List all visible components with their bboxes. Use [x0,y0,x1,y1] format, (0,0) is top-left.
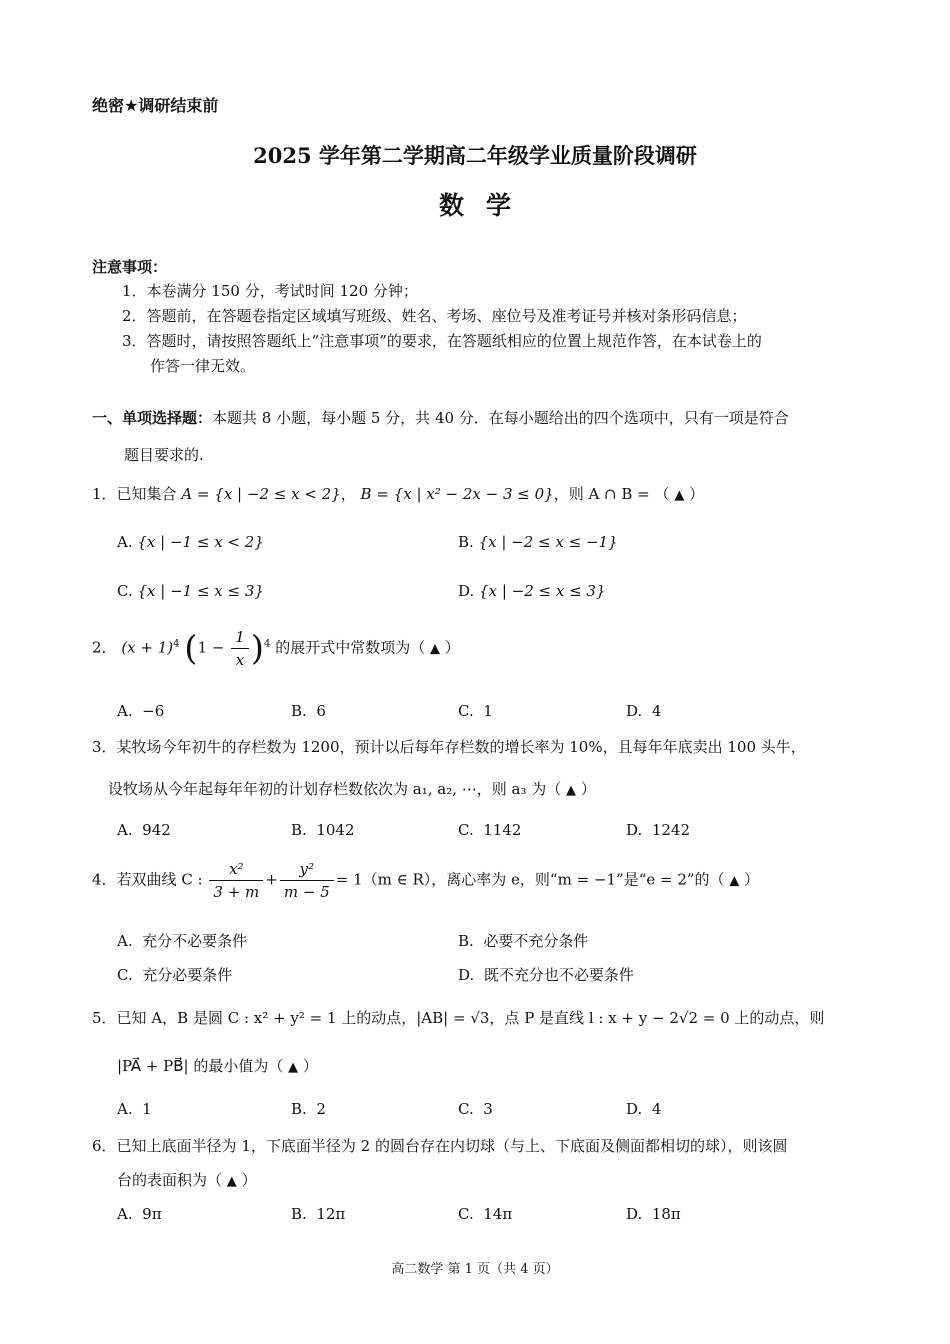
question-3 [92,736,806,757]
q3-number: 3． [92,738,117,756]
notice-item-2: 2．答题前，在答题卷指定区域填写班级、姓名、考场、座位号及准考证号并核对条形码信息； [122,307,747,325]
option-label: C. [458,702,474,720]
q2-fraction [231,628,249,669]
q5-close: ） [302,1057,318,1075]
question-6 [92,1135,787,1156]
option-text: {x | −1 ≤ x ≤ 3} [137,582,264,600]
option-label: A. [117,821,133,839]
option-text: 既不充分也不必要条件 [483,966,634,984]
option-label: D. [458,582,475,600]
q4-f2-num: y² [280,860,334,881]
q1-sep: ， [340,485,356,503]
q1-number: 1． [92,485,117,503]
q3-option-b [291,821,355,839]
option-label: C. [117,582,133,600]
option-text: 14π [483,1205,513,1223]
q4-plus: + [265,870,278,889]
confidential-label: 绝密★调研结束前 [92,96,219,115]
page-footer: 高二数学 第 1 页（共 4 页） [391,1262,559,1277]
section-text: 本题共 8 小题，每小题 5 分，共 40 分．在每小题给出的四个选项中，只有一项是符合 [212,409,789,427]
option-label: C. [117,966,133,984]
q2-exp-b: 4 [264,638,271,650]
option-label: A. [117,533,133,551]
option-label: B. [458,932,474,950]
option-label: B. [291,821,307,839]
exam-title: 2025 学年第二学期高二年级学业质量阶段调研 [253,143,697,168]
q2-right-paren: ) [250,628,265,669]
q6-cont-text: 台的表面积为（ [117,1171,223,1189]
answer-mark: ▲ [729,873,740,889]
q4-close: ） [744,870,760,889]
option-label: C. [458,1205,474,1223]
q4-option-c [117,964,232,985]
option-text: {x | −2 ≤ x ≤ −1} [478,533,618,551]
q1-option-c [117,582,264,600]
q1-option-a [117,533,264,551]
option-label: D. [626,1100,643,1118]
option-text: 4 [651,702,662,720]
option-label: D. [626,702,643,720]
option-label: B. [458,533,474,551]
option-label: B. [291,1205,307,1223]
option-text: 3 [483,1100,493,1118]
q5-number: 5． [92,1009,117,1027]
option-text: 1 [142,1100,152,1118]
option-text: 942 [142,821,171,839]
q3-option-d [626,821,690,839]
q3-close: ） [580,780,596,798]
option-label: C. [458,1100,474,1118]
q2-option-c [458,702,493,720]
subject-title: 数学 [438,191,533,220]
option-text: 12π [316,1205,346,1223]
option-text: 1142 [483,821,522,839]
option-text: 1 [483,702,493,720]
option-text: 充分不必要条件 [142,932,248,950]
notice-heading: 注意事项： [92,258,168,276]
question-1 [92,483,704,504]
q5-option-b [291,1100,326,1118]
option-label: B. [291,702,307,720]
q4-fraction-1 [209,860,263,901]
q4-number: 4． [92,870,117,889]
question-6-cont [117,1169,257,1190]
q6-number: 6． [92,1137,117,1155]
option-text: 18π [651,1205,681,1223]
notice-item-3-cont: 作答一律无效。 [150,357,256,375]
option-text: 1042 [316,821,355,839]
q1-option-b [458,533,618,551]
section-heading [92,407,789,428]
q4-option-a [117,930,247,951]
q2-option-d [626,702,661,720]
q1-text-b: ，则 A ∩ B = （ [553,485,670,503]
option-label: D. [458,966,475,984]
q5-text: 已知 A，B 是圆 C : x² + y² = 1 上的动点，|AB| = √3，点 P 是直线 l : x + y − 2√2 = 0 上的动点，则 [116,1009,825,1027]
q3-option-c [458,821,521,839]
q2-close: ） [444,638,460,657]
option-label: A. [117,1205,133,1223]
section-text-cont: 题目要求的. [124,446,204,464]
q5-option-a [117,1100,152,1118]
option-label: A. [117,702,133,720]
q4-option-b [458,930,588,951]
q2-exp-a: 4 [173,638,180,650]
q3-text: 某牧场今年初牛的存栏数为 1200，预计以后每年存栏数的增长率为 10%，且每年年底卖出 100 头牛， [116,738,806,756]
option-text: {x | −2 ≤ x ≤ 3} [479,582,606,600]
question-5 [92,1007,824,1028]
question-5-cont [117,1055,318,1076]
section-label: 一、单项选择题： [92,409,213,427]
q2-number: 2． [92,638,117,657]
option-text: 1242 [651,821,690,839]
q1-close: ） [689,485,705,503]
option-text: −6 [142,702,165,720]
answer-mark: ▲ [566,783,577,798]
option-label: D. [626,821,643,839]
q1-text-a: 已知集合 [116,485,177,503]
q4-f1-num: x² [209,860,263,881]
q6-option-a [117,1205,162,1223]
q6-option-b [291,1205,345,1223]
question-4 [92,860,759,901]
q4-fraction-2 [280,860,334,901]
q2-option-a [117,702,164,720]
q2-frac-den: x [235,651,245,669]
q1-set-b: B = {x | x² − 2x − 3 ≤ 0} [360,485,554,503]
option-label: D. [626,1205,643,1223]
notice-item-1: 1．本卷满分 150 分，考试时间 120 分钟； [122,282,418,300]
option-text: 必要不充分条件 [483,932,589,950]
q1-option-d [458,582,606,600]
answer-mark: ▲ [674,488,685,503]
q3-cont-text: 设牧场从今年起每年年初的计划存栏数依次为 a₁, a₂, ⋯，则 a₃ 为（ [108,780,562,798]
question-2 [92,628,460,669]
q4-f1-den: 3 + m [213,883,260,901]
q2-text: 的展开式中常数项为（ [275,638,426,657]
q4-text-a: 若双曲线 C : [116,870,203,889]
option-text: 2 [316,1100,326,1118]
answer-mark: ▲ [430,641,440,657]
option-label: B. [291,1100,307,1118]
q1-set-a: A = {x | −2 ≤ x < 2} [181,485,341,503]
q2-left-paren: ( [184,628,198,669]
q6-close: ） [241,1171,257,1189]
option-label: C. [458,821,474,839]
option-text: 4 [651,1100,662,1118]
q4-option-d [458,964,634,985]
q6-text: 已知上底面半径为 1，下底面半径为 2 的圆台存在内切球（与上、下底面及侧面都相切的球），则该圆 [116,1137,788,1155]
q2-one-minus: 1 − [197,638,225,657]
answer-mark: ▲ [226,1174,237,1189]
q4-f2-den: m − 5 [283,883,330,901]
q6-option-c [458,1205,512,1223]
q5-cont-text: |PA⃗ + PB⃗| 的最小值为（ [117,1057,284,1075]
option-label: A. [117,1100,133,1118]
q4-eq: = 1（m ∈ R），离心率为 e，则“m = −1”是“e = 2”的（ [335,870,725,889]
q2-expr-a: (x + 1) [121,638,174,657]
q2-option-b [291,702,326,720]
question-3-cont [108,778,596,799]
notice-item-3: 3．答题时，请按照答题纸上“注意事项”的要求，在答题纸相应的位置上规范作答，在本试卷上的 [122,332,762,350]
option-label: A. [117,932,133,950]
q5-option-c [458,1100,493,1118]
option-text: 9π [142,1205,162,1223]
answer-mark: ▲ [288,1060,299,1075]
option-text: 6 [316,702,326,720]
q3-option-a [117,821,171,839]
q6-option-d [626,1205,681,1223]
option-text: 充分必要条件 [142,966,233,984]
q5-option-d [626,1100,661,1118]
option-text: {x | −1 ≤ x < 2} [137,533,264,551]
q2-frac-num: 1 [231,628,249,649]
